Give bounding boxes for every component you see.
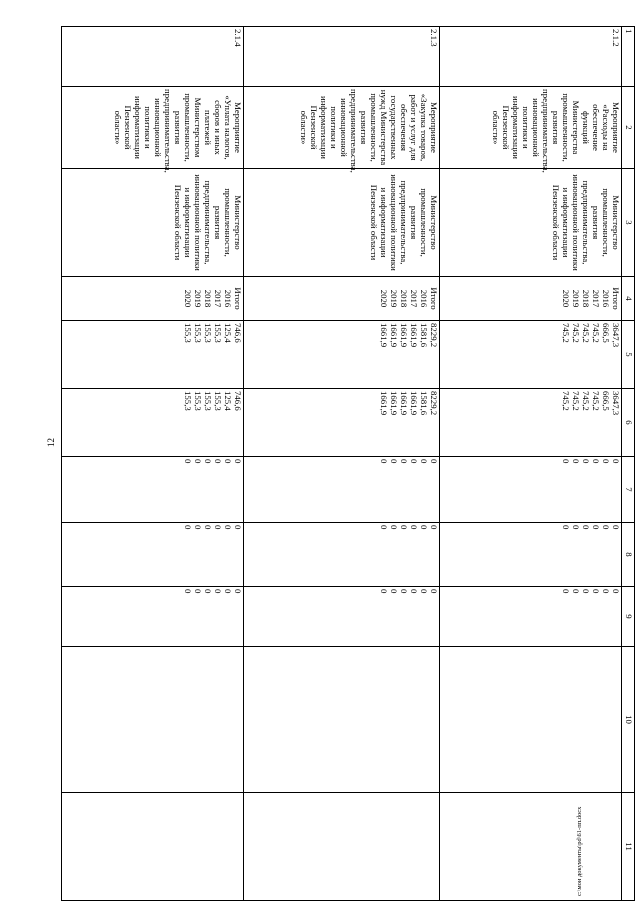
year-cell: 2020 [378,289,389,308]
header-row [622,27,635,901]
amount-cell: 0 [203,589,214,594]
amount-cell: 0 [591,525,601,530]
amount-cell: 1661,9 [408,391,419,416]
year-cell: 2019 [388,289,399,308]
year-cell: 2017 [213,289,224,308]
amount-cell: 0 [561,525,571,530]
year-cell: 2020 [183,289,194,308]
amount-cell: 0 [378,589,389,594]
amount-cell: 0 [428,459,439,464]
amount-cell: 0 [233,589,244,594]
amount-cell: 0 [223,525,234,530]
page-number: 12 [46,438,56,447]
amount-cell: 0 [601,459,611,464]
amount-cell: 0 [581,525,591,530]
amount-cell: 0 [203,459,214,464]
executor-name: Министерство промышленности, развития предпринимательства, инновационной политики и информатизации Пензенской области [244,169,440,277]
column-11-cell [244,793,440,901]
amount-cell: 0 [223,589,234,594]
column-10-cell [244,647,440,793]
year-cell: 2016 [601,289,611,308]
amount-cell: 666,5 [601,323,611,343]
amount-cell: 155,3 [193,323,204,343]
table-row [62,27,244,901]
activity-name: Мероприятие «Расходы на обеспечение функций Министерства промышленности, развития предпринимательства, инновационной политики и информатизации Пензенской области» [439,87,621,169]
amount-cell: 0 [193,459,204,464]
amount-cell: 745,2 [571,391,581,411]
value-column-y [439,277,621,321]
amount-cell: 0 [418,589,429,594]
amount-cell: 0 [378,525,389,530]
row-number: 2.1.3 [244,27,440,87]
table-grid [61,26,635,901]
value-column-y [244,277,440,321]
amount-cell: 0 [428,589,439,594]
amount-cell: 8229,2 [428,323,439,348]
amount-cell: 0 [388,589,399,594]
amount-cell: 1661,9 [388,323,399,348]
amount-cell: 745,2 [561,323,571,343]
year-cell: 2018 [398,289,409,308]
executor-name: Министерство промышленности, развития предпринимательства, инновационной политики и информатизации Пензенской области [439,169,621,277]
value-column-v8 [439,523,621,587]
amount-cell: 0 [611,459,621,464]
value-column-v9 [244,587,440,647]
amount-cell: 1661,9 [388,391,399,416]
column-header-2: 2 [622,87,635,169]
column-header-7: 7 [622,457,635,523]
year-cell: 2018 [581,289,591,308]
amount-cell: 0 [408,589,419,594]
year-cell: Итого [611,287,621,310]
table-row [439,27,621,901]
column-10-cell [439,647,621,793]
amount-cell: 1581,6 [418,323,429,348]
value-column-v6 [62,389,244,457]
year-cell: 2019 [193,289,204,308]
amount-cell: 745,2 [591,323,601,343]
amount-cell: 0 [203,525,214,530]
amount-cell: 0 [398,589,409,594]
activity-name: Мероприятие «Уплата налогов, сборов и иных платежей Министерством промышленности, развития предпринимательства, инновационной политики и информатизации Пензенской области» [62,87,244,169]
value-column-v7 [62,457,244,523]
amount-cell: 0 [398,525,409,530]
amount-cell: 0 [611,525,621,530]
amount-cell: 0 [183,525,194,530]
amount-cell: 0 [561,459,571,464]
amount-cell: 0 [581,589,591,594]
amount-cell: 3647,3 [611,323,621,348]
value-column-v7 [244,457,440,523]
value-column-v5 [244,321,440,389]
amount-cell: 0 [601,525,611,530]
amount-cell: 155,3 [203,323,214,343]
table-row [244,27,440,901]
amount-cell: 155,3 [203,391,214,411]
column-header-8: 8 [622,523,635,587]
amount-cell: 0 [223,459,234,464]
value-column-v7 [439,457,621,523]
row-number: 2.1.2 [439,27,621,87]
year-cell: 2017 [408,289,419,308]
year-cell: 2016 [223,289,234,308]
amount-cell: 0 [581,459,591,464]
amount-cell: 0 [408,459,419,464]
amount-cell: 0 [571,525,581,530]
value-column-v6 [244,389,440,457]
amount-cell: 746,6 [233,391,244,411]
value-column-v5 [439,321,621,389]
amount-cell: 155,3 [183,391,194,411]
year-cell: 2020 [561,289,571,308]
row-number: 2.1.4 [62,27,244,87]
year-cell: 2018 [203,289,214,308]
amount-cell: 155,3 [183,323,194,343]
value-column-v6 [439,389,621,457]
amount-cell: 0 [213,589,224,594]
amount-cell: 745,2 [591,391,601,411]
column-11-cell [439,793,621,901]
value-column-y [62,277,244,321]
amount-cell: 0 [601,589,611,594]
column-header-1: 1 [622,27,635,87]
amount-cell: 1581,6 [418,391,429,416]
amount-cell: 0 [378,459,389,464]
amount-cell: 1661,9 [398,391,409,416]
column-header-5: 5 [622,321,635,389]
program-table [61,26,635,894]
year-cell: 2016 [418,289,429,308]
amount-cell: 0 [408,525,419,530]
activity-name: Мероприятие «Закупка товаров, работ и услуг для обеспечения государственных нужд Министерства промышленности, развития предпринимательства, инновационной политики и информатизации Пензенской области» [244,87,440,169]
amount-cell: 0 [388,459,399,464]
amount-cell: 0 [213,525,224,530]
amount-cell: 0 [428,525,439,530]
amount-cell: 1661,9 [378,391,389,416]
amount-cell: 155,3 [213,391,224,411]
amount-cell: 0 [561,589,571,594]
amount-cell: 0 [418,459,429,464]
value-column-v9 [439,587,621,647]
amount-cell: 1661,9 [378,323,389,348]
year-cell: Итого [428,287,439,310]
amount-cell: 0 [591,459,601,464]
amount-cell: 745,2 [571,323,581,343]
column-header-10: 10 [622,647,635,793]
amount-cell: 745,2 [581,391,591,411]
amount-cell: 0 [233,459,244,464]
amount-cell: 0 [571,589,581,594]
amount-cell: 0 [193,525,204,530]
amount-cell: 3647,3 [611,391,621,416]
executor-name: Министерство промышленности, развития предпринимательства, инновационной политики и информатизации Пензенской области [62,169,244,277]
amount-cell: 745,2 [561,391,571,411]
amount-cell: 666,5 [601,391,611,411]
column-11-cell [62,793,244,901]
amount-cell: 125,4 [223,391,234,411]
amount-cell: 0 [398,459,409,464]
amount-cell: 0 [213,459,224,464]
amount-cell: 0 [591,589,601,594]
amount-cell: 746,6 [233,323,244,343]
amount-cell: 0 [183,589,194,594]
amount-cell: 745,2 [581,323,591,343]
amount-cell: 0 [193,589,204,594]
amount-cell: 0 [233,525,244,530]
amount-cell: 0 [611,589,621,594]
amount-cell: 1661,9 [398,323,409,348]
year-cell: Итого [233,287,244,310]
amount-cell: 0 [388,525,399,530]
column-header-11: 11 [622,793,635,901]
year-cell: 2017 [591,289,601,308]
column-header-9: 9 [622,587,635,647]
year-cell: 2019 [571,289,581,308]
value-column-v8 [62,523,244,587]
column-10-cell [62,647,244,793]
value-column-v5 [62,321,244,389]
amount-cell: 0 [183,459,194,464]
amount-cell: 0 [571,459,581,464]
amount-cell: 155,3 [213,323,224,343]
value-column-v9 [62,587,244,647]
column-header-6: 6 [622,389,635,457]
column-header-4: 4 [622,277,635,321]
column-header-3: 3 [622,169,635,277]
amount-cell: 0 [418,525,429,530]
value-column-v8 [244,523,440,587]
amount-cell: 155,3 [193,391,204,411]
amount-cell: 125,4 [223,323,234,343]
amount-cell: 8229,2 [428,391,439,416]
file-path-footer: c:\мои документы\pd\61-пп.docx [576,806,583,896]
amount-cell: 1661,9 [408,323,419,348]
